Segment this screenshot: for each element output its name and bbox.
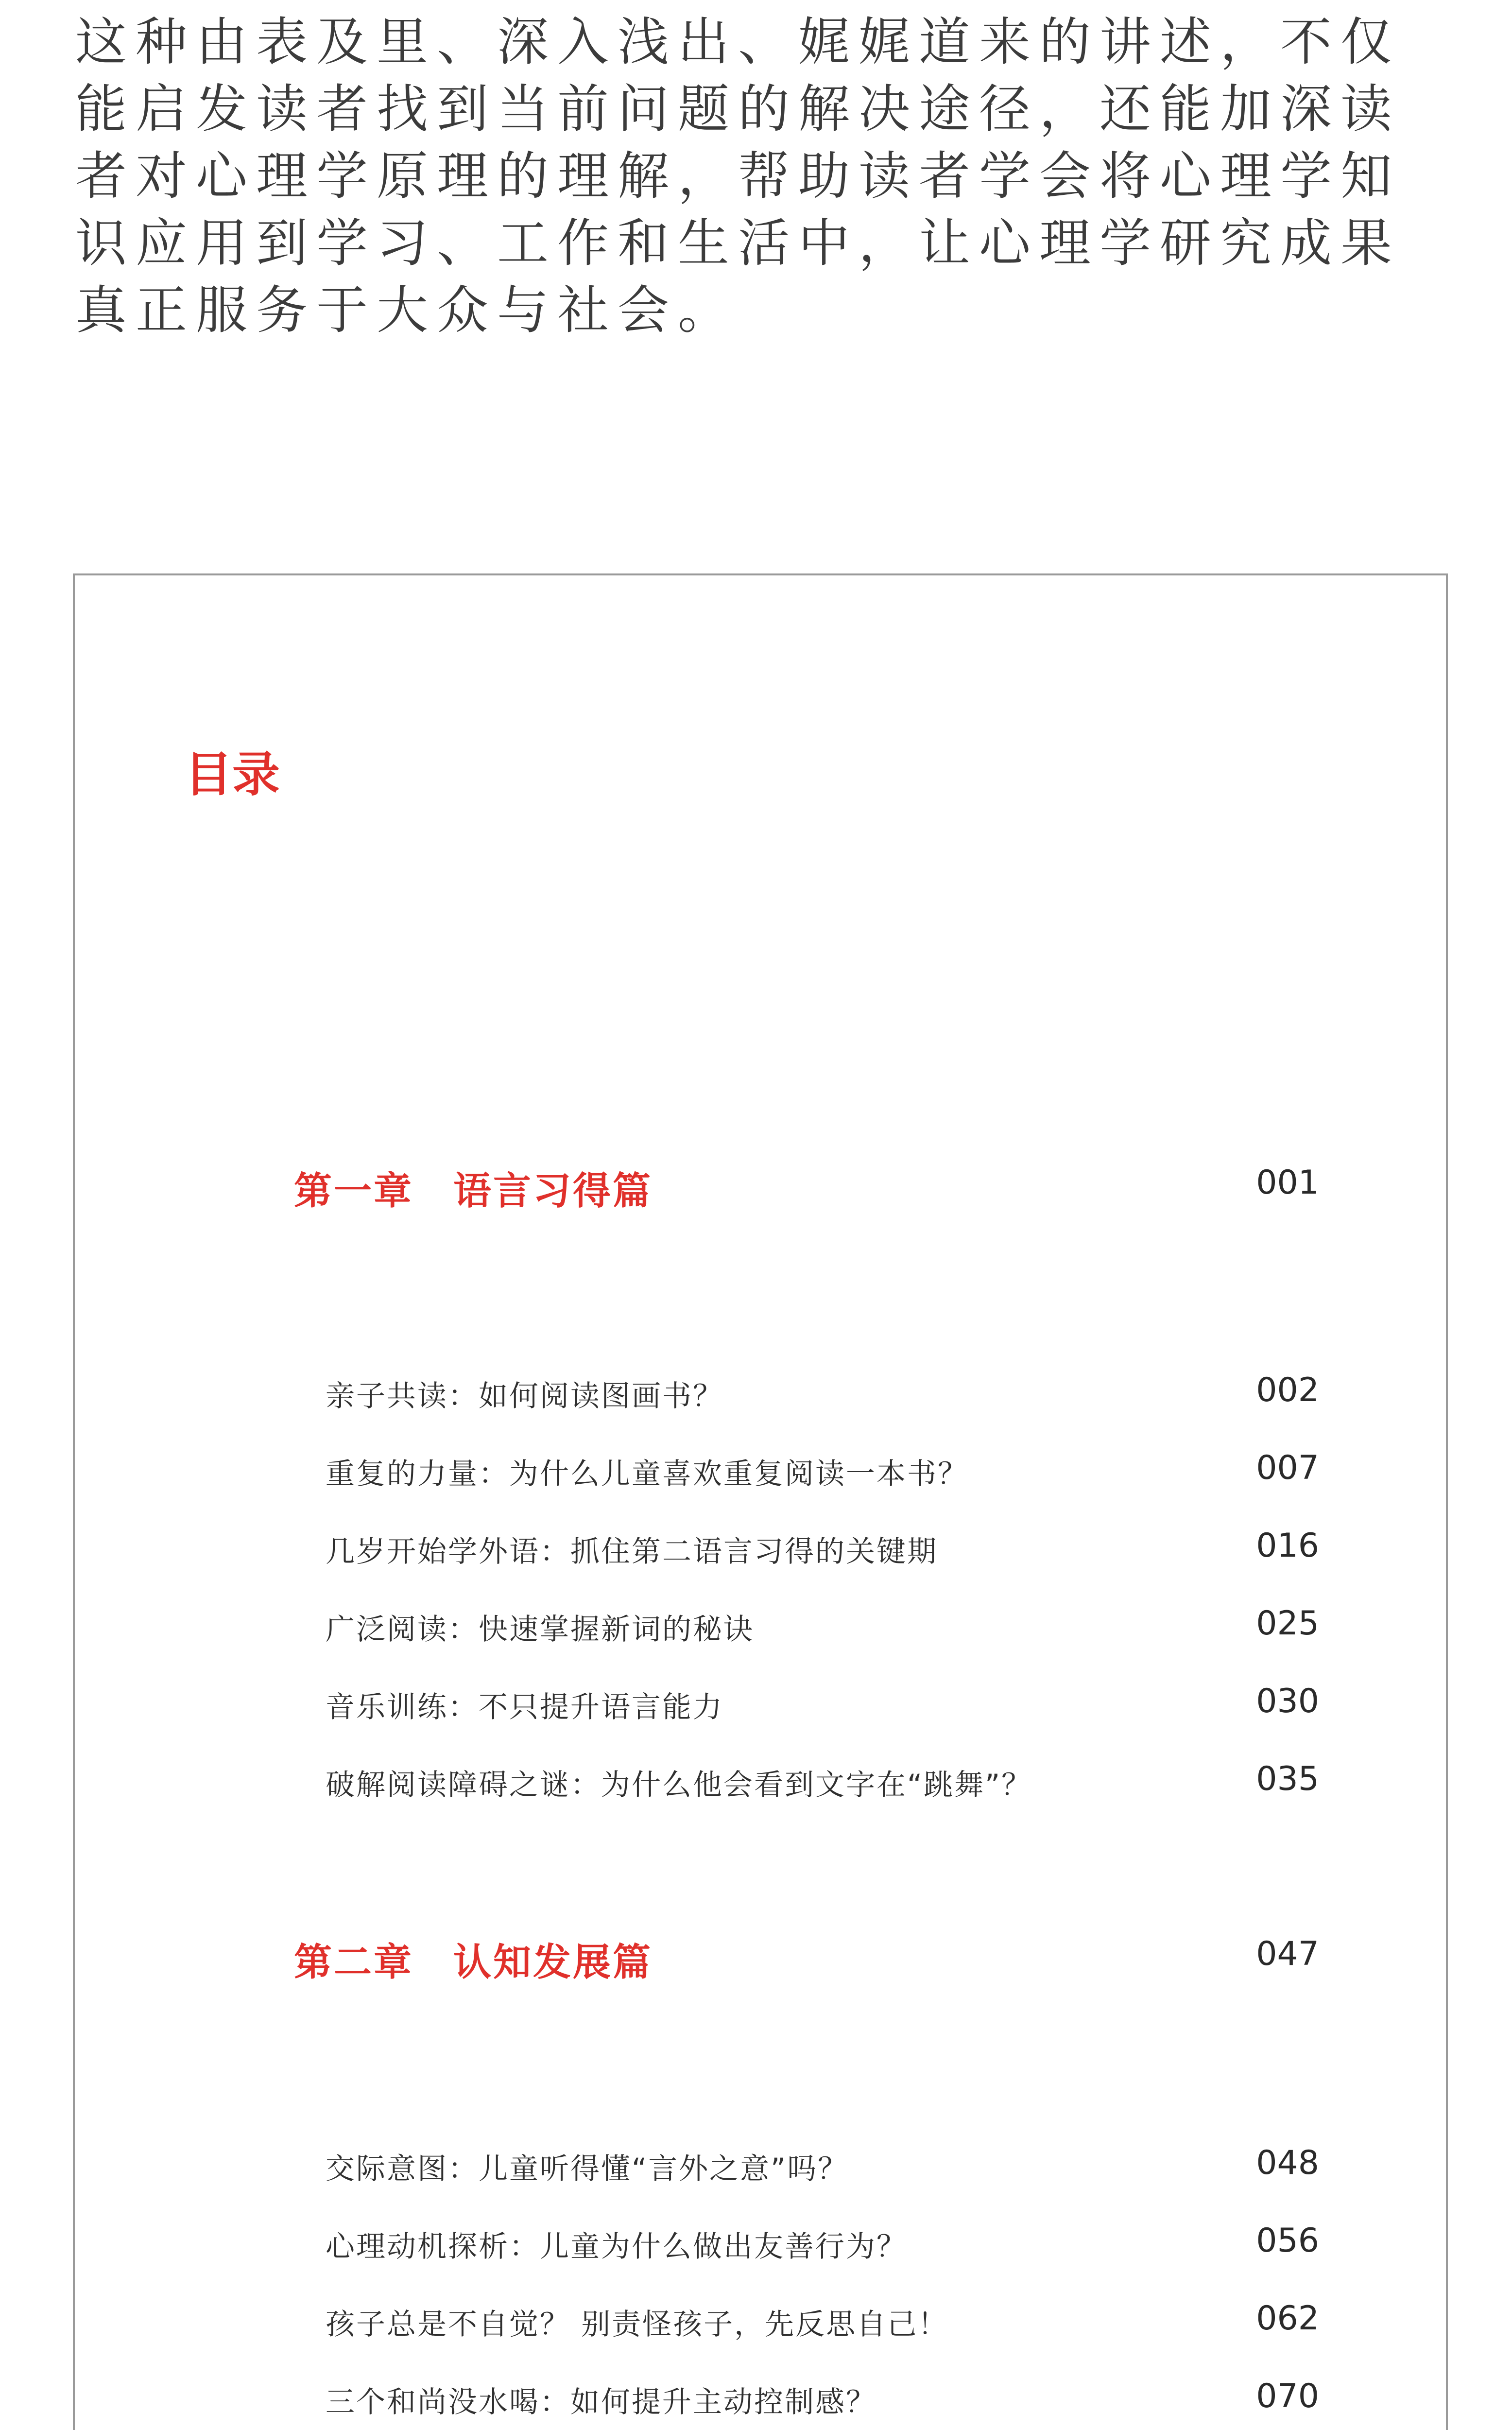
toc-entry-title: 孩子总是不自觉？ 别责怪孩子，先反思自己！ — [326, 2308, 949, 2342]
toc-entry-title: 音乐训练：不只提升语言能力 — [326, 1690, 723, 1724]
toc-entry-title: 几岁开始学外语：抓住第二语言习得的关键期 — [326, 1535, 938, 1569]
intro-line: 能启发读者找到当前问题的解决途径，还能加深读 — [75, 79, 1401, 139]
toc-entry-page: 070 — [1256, 2377, 1319, 2415]
toc-entry-page: 025 — [1256, 1604, 1319, 1643]
toc-entry-title: 三个和尚没水喝：如何提升主动控制感？ — [326, 2385, 876, 2419]
intro-line: 者对心理学原理的理解，帮助读者学会将心理学知 — [75, 146, 1401, 206]
toc-entry-title: 交际意图：儿童听得懂“言外之意”吗？ — [326, 2152, 849, 2186]
toc-entry-title: 破解阅读障碍之谜：为什么他会看到文字在“跳舞”？ — [326, 1768, 1032, 1802]
toc-entry-page: 030 — [1256, 1682, 1319, 1720]
chapter-label: 第二章 认知发展篇 — [294, 1941, 653, 1984]
toc-entry-title: 亲子共读：如何阅读图画书？ — [326, 1379, 723, 1413]
toc-entry — [326, 1684, 1319, 1733]
toc-entry-page: 035 — [1256, 1760, 1319, 1798]
toc-entry — [326, 2223, 1319, 2272]
toc-entry — [326, 1528, 1319, 1577]
toc-entry — [326, 1762, 1319, 1810]
toc-entry — [326, 1451, 1319, 1499]
chapter-2-heading — [294, 1932, 1319, 1990]
toc-entry-page: 002 — [1256, 1371, 1319, 1409]
chapter-page-number: 047 — [1256, 1935, 1319, 1973]
chapter-label: 第一章 语言习得篇 — [294, 1169, 653, 1213]
toc-entry-title: 广泛阅读：快速掌握新词的秘诀 — [326, 1613, 754, 1647]
toc-entry-page: 062 — [1256, 2299, 1319, 2338]
toc-entry — [326, 1606, 1319, 1655]
toc-entry-page: 048 — [1256, 2144, 1319, 2182]
toc-entry — [326, 1373, 1319, 1422]
intro-line: 这种由表及里、深入浅出、娓娓道来的讲述，不仅 — [75, 12, 1401, 72]
toc-entry-page: 007 — [1256, 1449, 1319, 1487]
toc-entry-page: 056 — [1256, 2222, 1319, 2260]
toc-entry — [326, 2301, 1319, 2350]
intro-line: 真正服务于大众与社会。 — [75, 280, 738, 340]
chapter-1-heading — [294, 1161, 1319, 1219]
toc-entry — [326, 2146, 1319, 2194]
toc-entry-title: 心理动机探析：儿童为什么做出友善行为？ — [326, 2230, 907, 2264]
chapter-page-number: 001 — [1256, 1163, 1319, 1202]
toc-entry-title: 重复的力量：为什么儿童喜欢重复阅读一本书？ — [326, 1457, 968, 1491]
toc-title: 目录 — [185, 747, 280, 802]
toc-entry — [326, 2379, 1319, 2428]
intro-line: 识应用到学习、工作和生活中，让心理学研究成果 — [75, 213, 1401, 273]
toc-entry-page: 016 — [1256, 1527, 1319, 1565]
intro-paragraph — [75, 9, 1450, 344]
